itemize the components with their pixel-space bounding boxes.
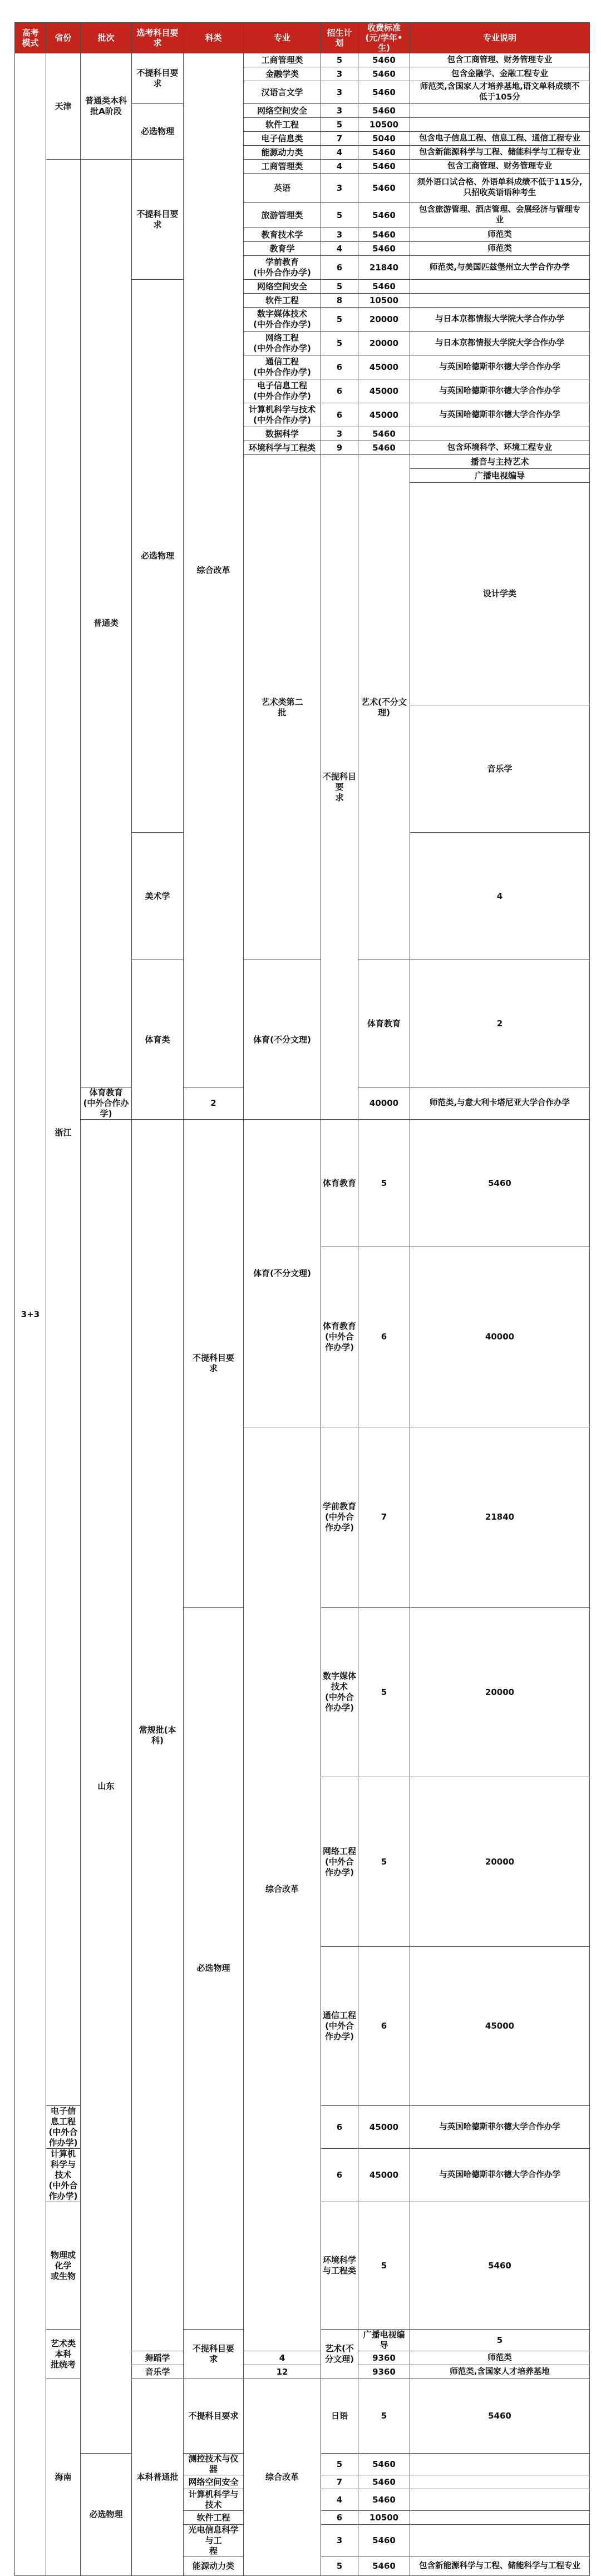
table-cell: 计算机科学与技术 (中外合作办学) [46,2149,81,2202]
table-cell: 体育类 [132,960,184,1120]
table-cell: 必选物理 [81,2454,132,2576]
table-cell: 5460 [358,228,410,242]
table-cell: 40000 [410,1247,590,1427]
table-cell: 4 [321,160,358,174]
table-cell: 浙江 [46,160,81,2106]
table-cell: 6 [321,355,358,379]
table-cell: 20000 [410,1608,590,1777]
table-cell: 10500 [358,2511,410,2525]
table-cell: 与英国哈德斯菲尔德大学合作办学 [410,403,590,427]
table-cell: 必选物理 [184,1608,244,2330]
table-cell: 与日本京都情报大学院大学合作办学 [410,332,590,355]
table-cell: 6 [358,1247,410,1427]
table-cell: 不提科目要 求 [321,455,358,1120]
table-cell: 金融学类 [244,67,321,81]
table-cell [410,2454,590,2475]
table-cell: 通信工程 (中外合作办学) [321,1947,358,2106]
table-cell: 体育(不分文理) [244,960,321,1120]
table-cell: 数据科学 [244,427,321,441]
table-cell: 常规批(本 科) [132,1120,184,2351]
table-cell: 5460 [358,2557,410,2576]
table-cell: 4 [321,242,358,256]
table-cell: 师范类 [410,242,590,256]
table-cell: 5 [321,53,358,67]
table-cell: 5460 [358,160,410,174]
table-cell: 教育学 [244,242,321,256]
table-cell: 包含旅游管理、酒店管理、会展经济与管理专 业 [410,203,590,228]
table-cell: 师范类,与美国匹兹堡州立大学合作办学 [410,256,590,280]
header-major-notes: 专业说明 [410,23,590,53]
table-cell: 45000 [358,355,410,379]
table-body [15,53,590,2576]
table-cell: 必选物理 [132,280,184,833]
table-cell: 5460 [358,2475,410,2489]
table-cell: 包含新能源科学与工程、储能科学与工程专业 [410,146,590,160]
table-cell: 5460 [358,146,410,160]
table-cell: 5460 [358,104,410,118]
table-cell: 3 [321,81,358,104]
header-enrollment-plan: 招生计 划 [321,23,358,53]
table-cell: 汉语言文学 [244,81,321,104]
table-cell: 美术学 [132,833,184,960]
table-cell: 9360 [358,2365,410,2379]
table-cell: 不提科目要 求 [132,53,184,104]
table-cell: 包含金融学、金融工程专业 [410,67,590,81]
table-cell: 计算机科学与技术 [184,2489,244,2511]
table-cell: 4 [410,833,590,960]
table-row [15,1120,590,1247]
table-cell: 网络工程 (中外合作办学) [244,332,321,355]
table-cell: 艺术(不分文理) [321,2330,358,2379]
table-cell: 体育教育 [321,1120,358,1247]
table-cell: 软件工程 [184,2511,244,2525]
table-cell: 计算机科学与技术 (中外合作办学) [244,403,321,427]
table-cell: 师范类 [410,2351,590,2365]
table-cell: 3 [321,104,358,118]
table-cell: 广播电视编导 [410,469,590,483]
table-cell: 环境科学与工程类 [244,441,321,455]
table-cell [410,2475,590,2489]
table-cell: 数字媒体技术 (中外合作办学) [244,308,321,332]
table-cell: 5460 [358,203,410,228]
table-cell: 包含工商管理、财务管理专业 [410,53,590,67]
table-cell: 体育教育 (中外合作办学) [81,1087,132,1120]
table-cell: 5 [358,2202,410,2330]
table-cell: 5040 [358,132,410,146]
table-cell: 体育教育 (中外合作办学) [321,1247,358,1427]
table-cell: 10500 [358,294,410,308]
table-cell: 普通类 [81,160,132,1087]
table-cell: 本科普通批 [132,2379,184,2576]
table-cell: 6 [321,379,358,403]
table-cell: 工商管理类 [244,160,321,174]
table-cell: 须外语口试合格、外语单科成绩不低于115分, 只招收英语语种考生 [410,174,590,203]
table-cell: 播音与主持艺术 [410,455,590,469]
table-cell: 日语 [321,2379,358,2454]
table-cell: 3 [321,174,358,203]
table-cell: 包含新能源科学与工程、储能科学与工程专业 [410,2557,590,2576]
table-cell: 9 [321,441,358,455]
table-cell: 师范类,含国家人才培养基地,语文单科成绩不 低于105分 [410,81,590,104]
table-cell: 6 [321,2511,358,2525]
table-cell: 5460 [358,441,410,455]
table-cell: 5460 [358,2489,410,2511]
table-cell: 数字媒体技术 (中外合作办学) [321,1608,358,1777]
table-cell [410,2489,590,2511]
table-cell: 包含工商管理、财务管理专业 [410,160,590,174]
table-cell: 网络空间安全 [244,280,321,294]
admission-plan-table [14,22,590,2576]
table-cell: 通信工程 (中外合作办学) [244,355,321,379]
table-cell: 21840 [358,256,410,280]
table-cell: 与英国哈德斯菲尔德大学合作办学 [410,2149,590,2202]
table-cell: 与英国哈德斯菲尔德大学合作办学 [410,355,590,379]
table-cell: 英语 [244,174,321,203]
table-cell: 45000 [358,379,410,403]
table-cell: 综合改革 [184,53,244,1087]
table-cell: 广播电视编导 [358,2330,410,2351]
table-cell: 5460 [358,174,410,203]
table-cell: 能源动力类 [184,2557,244,2576]
table-cell: 网络空间安全 [184,2475,244,2489]
table-cell: 不提科目要 求 [132,160,184,280]
table-cell: 5460 [358,67,410,81]
table-cell: 艺术类第二 批 [244,455,321,960]
table-cell: 体育教育 [358,960,410,1087]
table-cell: 5460 [358,242,410,256]
table-cell: 艺术(不分文理) [358,455,410,960]
header-subject-requirement: 选考科目要 求 [132,23,184,53]
table-cell: 光电信息科学与工 程 [184,2525,244,2557]
table-cell: 学前教育 (中外合作办学) [321,1427,358,1608]
table-cell: 网络空间安全 [244,104,321,118]
table-cell: 不提科目要 求 [184,1120,244,1608]
header-category: 科类 [184,23,244,53]
table-cell: 9360 [358,2351,410,2365]
table-cell: 6 [321,256,358,280]
header-exam-mode: 高考 模式 [15,23,46,53]
table-cell: 4 [321,2489,358,2511]
table-cell: 艺术类本科 批统考 [46,2330,81,2379]
table-cell [410,294,590,308]
table-cell: 5 [358,1608,410,1777]
table-cell: 音乐学 [132,2365,184,2379]
table-cell: 师范类 [410,228,590,242]
table-cell: 与英国哈德斯菲尔德大学合作办学 [410,379,590,403]
table-cell: 5 [321,2454,358,2475]
table-cell: 设计学类 [410,483,590,705]
table-cell: 3 [321,427,358,441]
table-cell: 5 [410,2330,590,2351]
table-cell: 45000 [410,1947,590,2106]
table-cell: 天津 [46,53,81,160]
table-cell: 普通类本科 批A阶段 [81,53,132,160]
table-cell: 7 [358,1427,410,1608]
table-cell: 与英国哈德斯菲尔德大学合作办学 [410,2106,590,2149]
table-cell: 5 [358,1120,410,1247]
table-cell [410,118,590,132]
table-cell: 师范类,含国家人才培养基地 [410,2365,590,2379]
table-cell: 海南 [46,2379,81,2576]
table-cell: 包含环境科学、环境工程专业 [410,441,590,455]
table-cell [410,2511,590,2525]
table-cell: 3 [321,228,358,242]
table-cell: 3 [321,67,358,81]
header-tuition: 收费标准 (元/学年•生) [358,23,410,53]
table-cell: 能源动力类 [244,146,321,160]
table-cell: 3+3 [15,53,46,2576]
table-cell: 工商管理类 [244,53,321,67]
table-cell: 45000 [358,403,410,427]
table-header-row [15,23,590,53]
table-cell: 教育技术学 [244,228,321,242]
table-cell: 5 [321,118,358,132]
table-cell: 5 [321,308,358,332]
table-cell: 包含电子信息工程、信息工程、通信工程专业 [410,132,590,146]
table-cell: 2 [410,960,590,1087]
table-cell: 5 [358,1777,410,1947]
table-cell: 20000 [358,332,410,355]
table-cell: 4 [244,2351,321,2365]
table-cell: 5460 [410,2202,590,2330]
table-cell: 5460 [358,53,410,67]
table-cell: 软件工程 [244,294,321,308]
table-cell: 5460 [410,2379,590,2454]
table-cell: 环境科学与工程类 [321,2202,358,2330]
table-cell: 5460 [358,427,410,441]
table-cell: 5460 [410,1120,590,1247]
table-cell: 电子信息类 [244,132,321,146]
table-cell: 舞蹈学 [132,2351,184,2365]
table-cell: 12 [244,2365,321,2379]
table-cell: 20000 [410,1777,590,1947]
table-cell: 5 [321,203,358,228]
table-cell: 21840 [410,1427,590,1608]
table-cell: 学前教育 (中外合作办学) [244,256,321,280]
table-cell [410,104,590,118]
table-cell: 山东 [81,1120,132,2454]
header-batch: 批次 [81,23,132,53]
table-cell: 测控技术与仪器 [184,2454,244,2475]
table-cell: 音乐学 [410,705,590,833]
table-cell: 必选物理 [132,104,184,160]
table-cell: 5460 [358,81,410,104]
table-cell: 不提科目要求 [184,2379,244,2454]
table-cell [410,280,590,294]
table-cell: 6 [321,403,358,427]
table-cell: 6 [321,2149,358,2202]
table-cell: 7 [321,132,358,146]
table-row [15,53,590,67]
table-cell: 5 [321,2557,358,2576]
table-cell: 物理或化学 或生物 [46,2202,81,2330]
table-cell: 不提科目要 求 [184,2330,244,2379]
table-cell: 5460 [358,2525,410,2557]
table-cell: 40000 [358,1087,410,1120]
table-cell: 10500 [358,118,410,132]
table-cell: 20000 [358,308,410,332]
table-cell: 旅游管理类 [244,203,321,228]
table-cell: 8 [321,294,358,308]
table-cell: 6 [321,2106,358,2149]
table-cell: 5 [321,332,358,355]
table-row [15,160,590,174]
table-cell: 电子信息工程 (中外合作办学) [46,2106,81,2149]
table-cell: 5 [358,2379,410,2454]
table-cell [410,427,590,441]
table-cell: 45000 [358,2149,410,2202]
table-cell: 电子信息工程 (中外合作办学) [244,379,321,403]
table-cell: 综合改革 [244,1427,321,2351]
table-cell: 师范类,与意大利卡塔尼亚大学合作办学 [410,1087,590,1120]
table-cell: 体育(不分文理) [244,1120,321,1427]
table-cell: 软件工程 [244,118,321,132]
table-cell: 4 [321,146,358,160]
table-cell: 5460 [358,280,410,294]
table-cell [410,2525,590,2557]
table-cell: 3 [321,2525,358,2557]
table-cell: 与日本京都情报大学院大学合作办学 [410,308,590,332]
table-cell: 综合改革 [244,2379,321,2576]
table-cell: 2 [184,1087,244,1120]
table-cell: 7 [321,2475,358,2489]
header-province: 省份 [46,23,81,53]
header-major: 专业 [244,23,321,53]
admission-table-container [14,22,589,2576]
table-cell: 网络工程 (中外合作办学) [321,1777,358,1947]
table-cell: 5 [321,280,358,294]
table-cell: 45000 [358,2106,410,2149]
table-cell: 6 [358,1947,410,2106]
table-cell: 5460 [358,2454,410,2475]
